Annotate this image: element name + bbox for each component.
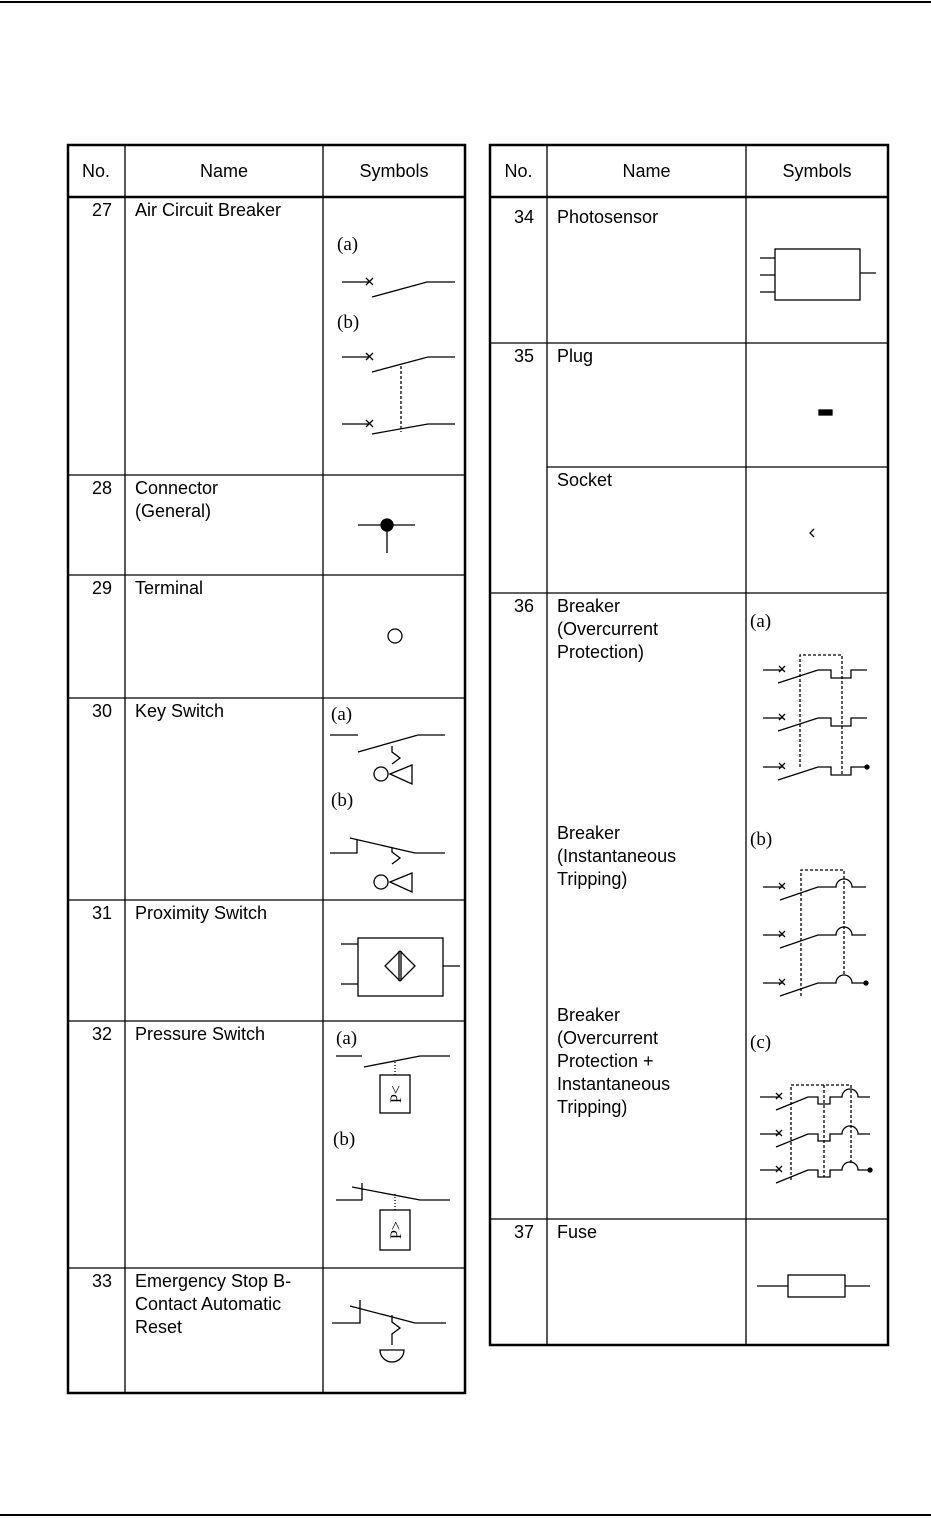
key-switch-symbol [330,704,445,892]
row-name: Pressure Switch [135,1024,266,1044]
row-number: 29 [91,578,112,598]
row-name: Photosensor [557,207,659,227]
svg-text:(a): (a) [337,234,359,255]
fuse-symbol [757,1275,870,1297]
left-header-no: No. [81,161,110,181]
breaker-overcurrent-symbol [750,611,869,780]
row-number: 30 [91,701,112,721]
svg-text:(b): (b) [333,1129,356,1150]
right-table-grid [490,145,888,1345]
left-table-grid [68,145,465,1393]
svg-text:P>: P> [388,1221,405,1239]
svg-text:(b): (b) [337,312,360,333]
svg-text:P<: P< [388,1085,405,1103]
socket-symbol [810,529,814,537]
svg-text:(a): (a) [331,704,353,725]
right-header-no: No. [504,161,533,181]
svg-text:(c): (c) [750,1032,772,1053]
row-name: Breaker (Instantaneous Tripping) [557,823,677,889]
row-name: Proximity Switch [135,903,268,923]
row-name: Breaker (Overcurrent Protection) [557,596,659,662]
row-number: 32 [91,1024,112,1044]
row-name: Fuse [557,1222,598,1242]
pressure-switch-symbol [333,1028,450,1250]
row-name: Connector (General) [135,478,219,521]
svg-text:(b): (b) [331,790,354,811]
row-number: 35 [513,346,534,366]
plug-symbol [819,410,832,415]
row-name: Plug [557,346,594,366]
row-name: Key Switch [135,701,225,721]
row-subname: Socket [557,470,613,490]
connector-symbol [358,519,415,553]
svg-text:(a): (a) [750,611,772,632]
row-number: 37 [513,1222,534,1242]
photosensor-symbol [760,249,876,300]
breaker-instantaneous-symbol [750,829,868,996]
breaker-combined-symbol [750,1032,872,1183]
right-header-symbols: Symbols [782,161,852,181]
row-number: 34 [513,207,534,227]
svg-text:(b): (b) [750,829,773,850]
left-header-symbols: Symbols [359,161,429,181]
right-header-name: Name [622,161,671,181]
svg-text:(a): (a) [336,1028,358,1049]
row-number: 33 [91,1271,112,1291]
left-header-name: Name [199,161,248,181]
row-name: Terminal [135,578,204,598]
row-number: 36 [513,596,534,616]
terminal-symbol [388,629,402,643]
proximity-switch-symbol [341,938,460,996]
row-number: 27 [91,200,112,220]
emergency-stop-symbol [332,1300,446,1362]
row-name: Breaker (Overcurrent Protection + Instantaneous Tripping) [557,1005,671,1117]
row-name: Air Circuit Breaker [135,200,282,220]
row-number: 28 [91,478,112,498]
air-circuit-breaker-symbol [337,234,455,434]
row-name: Emergency Stop B- Contact Automatic Reset [135,1271,292,1337]
row-number: 31 [91,903,112,923]
